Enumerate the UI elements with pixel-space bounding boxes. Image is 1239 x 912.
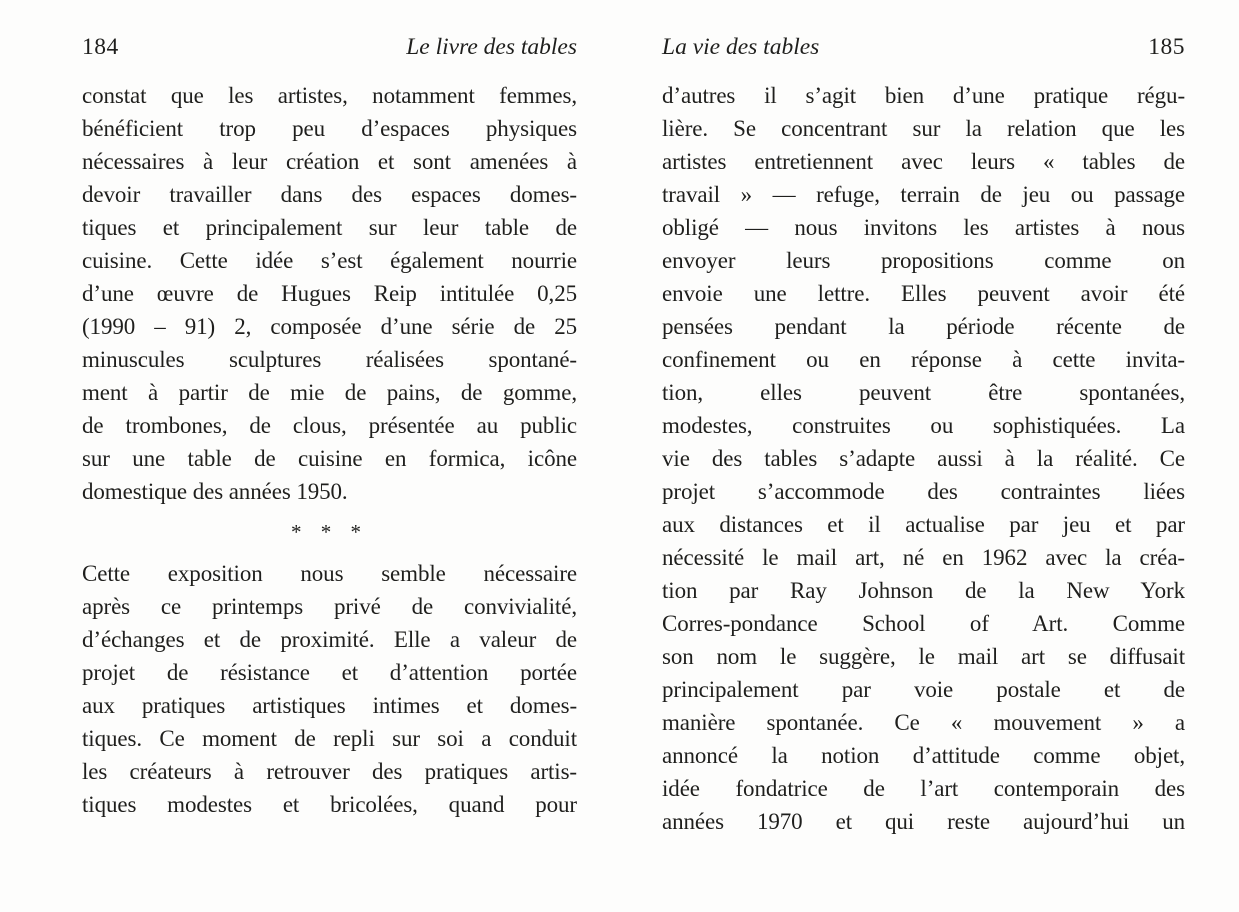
text-line: envoie une lettre. Elles peuvent avoir été [662, 281, 1185, 306]
text-line: manière spontanée. Ce « mouvement » a [662, 710, 1185, 735]
text-line: aux pratiques artistiques intimes et domes- [82, 693, 577, 718]
left-running-head [82, 33, 577, 61]
text-line: ment à partir de mie de pains, de gomme, [82, 380, 577, 405]
text-line: tion par Ray Johnson de la New York [662, 578, 1185, 603]
text-line: artistes entretiennent avec leurs « tables de [662, 149, 1185, 174]
text-line: d’une œuvre de Hugues Reip intitulée 0,25 [82, 281, 577, 306]
text-line: envoyer leurs propositions comme on [662, 248, 1185, 273]
left-paragraph-2 [82, 557, 577, 821]
text-line: d’autres il s’agit bien d’une pratique régu- [662, 83, 1185, 108]
text-line: tiques et principalement sur leur table de [82, 215, 577, 240]
right-paragraph-1 [662, 79, 1185, 838]
text-line: tiques. Ce moment de repli sur soi a conduit [82, 726, 577, 751]
text-line: modestes, construites ou sophistiquées. La [662, 413, 1185, 438]
text-line: principalement par voie postale et de [662, 677, 1185, 702]
text-line: travail » — refuge, terrain de jeu ou passage [662, 182, 1185, 207]
text-line: vie des tables s’adapte aussi à la réalité. Ce [662, 446, 1185, 471]
text-line: les créateurs à retrouver des pratiques artis- [82, 759, 577, 784]
text-line: nécessité le mail art, né en 1962 avec la créa- [662, 545, 1185, 570]
text-line: Corres-pondance School of Art. Comme [662, 611, 1185, 636]
text-line: constat que les artistes, notamment femmes, [82, 83, 577, 108]
left-body-text [82, 79, 577, 821]
left-running-title: Le livre des tables [406, 34, 577, 60]
right-running-title: La vie des tables [662, 34, 820, 60]
text-line: annoncé la notion d’attitude comme objet, [662, 743, 1185, 768]
left-paragraph-1 [82, 79, 577, 508]
text-line: années 1970 et qui reste aujourd’hui un [662, 809, 1185, 834]
text-line: lière. Se concentrant sur la relation que les [662, 116, 1185, 141]
text-line: devoir travailler dans des espaces domes- [82, 182, 577, 207]
left-page-number: 184 [82, 34, 119, 60]
text-line: d’échanges et de proximité. Elle a valeur de [82, 627, 577, 652]
text-line: projet s’accommode des contraintes liées [662, 479, 1185, 504]
right-body-text [662, 79, 1185, 838]
text-line: obligé — nous invitons les artistes à nous [662, 215, 1185, 240]
text-line: de trombones, de clous, présentée au public [82, 413, 577, 438]
text-line: Cette exposition nous semble nécessaire [82, 561, 577, 586]
text-line: son nom le suggère, le mail art se diffusait [662, 644, 1185, 669]
text-line: confinement ou en réponse à cette invita- [662, 347, 1185, 372]
text-line: cuisine. Cette idée s’est également nourrie [82, 248, 577, 273]
text-line: tiques modestes et bricolées, quand pour [82, 792, 577, 817]
right-page-number: 185 [1148, 34, 1185, 60]
text-line: idée fondatrice de l’art contemporain des [662, 776, 1185, 801]
text-line: bénéficient trop peu d’espaces physiques [82, 116, 577, 141]
text-line: sur une table de cuisine en formica, icône [82, 446, 577, 471]
text-line: après ce printemps privé de convivialité, [82, 594, 577, 619]
text-line: domestique des années 1950. [82, 479, 348, 504]
text-line: nécessaires à leur création et sont amenées à [82, 149, 577, 174]
text-line: minuscules sculptures réalisées spontané- [82, 347, 577, 372]
text-line: projet de résistance et d’attention portée [82, 660, 577, 685]
text-line: tion, elles peuvent être spontanées, [662, 380, 1185, 405]
right-running-head [662, 33, 1185, 61]
text-line: (1990 – 91) 2, composée d’une série de 25 [82, 314, 577, 339]
text-line: pensées pendant la période récente de [662, 314, 1185, 339]
text-line: aux distances et il actualise par jeu et par [662, 512, 1185, 537]
section-separator: * * * [291, 520, 368, 544]
